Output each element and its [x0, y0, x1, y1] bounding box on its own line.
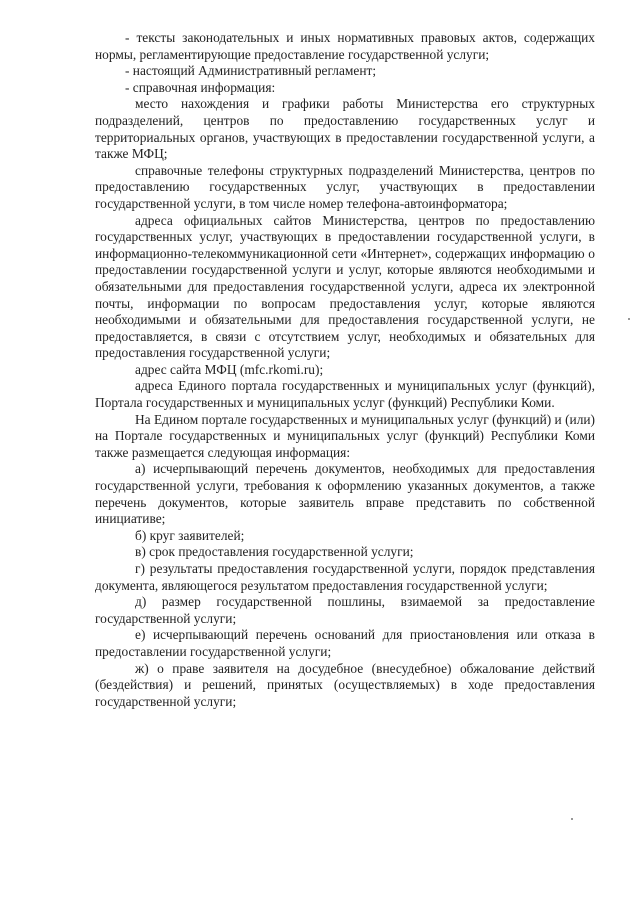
paragraph-websites: адреса официальных сайтов Министерства, центров по предоставлению государственных услуг, участвующих в предоставлении государственной услуги, в информационно-телекоммуникационной сети «Интернет», содержащих информацию о предоставлении государственной услуги и услуг, которые являются необходимыми и обязательными для предоставления государственной услуги, адреса их электронной почты, информации по вопросам предоставления услуг, которые являются необходимыми и обязательными для предоставления государственной услуги, не предоставляется, в связи с отсутствием услуг, необходимых и обязательных для предоставления государственной услуги;: [95, 212, 595, 361]
list-item-zh: ж) о праве заявителя на досудебное (внесудебное) обжалование действий (бездействия) и решений, принятых (осуществляемых) в ходе предоставления государственной услуги;: [95, 660, 595, 709]
paragraph-regulation: - настоящий Административный регламент;: [125, 63, 377, 79]
list-item-v: в) срок предоставления государственной услуги;: [135, 544, 414, 560]
paragraph-phones: справочные телефоны структурных подразделений Министерства, центров по предоставлению государственных услуг, участвующих в предоставлении государственной услуги, в том числе номер телефона-автоинформатора;: [95, 162, 595, 211]
scan-speck: [628, 318, 630, 320]
list-item-d: д) размер государственной пошлины, взимаемой за предоставление государственной услуги;: [95, 594, 595, 626]
paragraph-reference-info: - справочная информация:: [125, 79, 276, 95]
paragraph-portals: адреса Единого портала государственных и муниципальных услуг (функций), Портала государственных и муниципальных услуг (функций) Республики Коми.: [95, 378, 595, 411]
list-item-g: г) результаты предоставления государственной услуги, порядок представления документа, являющегося результатом предоставления государственной услуги;: [95, 561, 595, 593]
scan-speck: [571, 818, 573, 820]
paragraph-mfc-site: адрес сайта МФЦ (mfc.rkomi.ru);: [135, 361, 324, 377]
list-item-b: б) круг заявителей;: [135, 527, 245, 543]
list-item-e: е) исчерпывающий перечень оснований для приостановления или отказа в предоставлении государственной услуги;: [95, 627, 595, 659]
paragraph-portal-info: На Едином портале государственных и муниципальных услуг (функций) и (или) на Портале государственных и муниципальных услуг (функций) Республики Коми также размещается следующая информация:: [95, 411, 595, 460]
paragraph-locations: место нахождения и графики работы Министерства его структурных подразделений, центров по предоставлению государственных услуг и территориальных органов, участвующих в предоставлении государственной услуги, а также МФЦ;: [95, 96, 595, 162]
paragraph-legal-texts: - тексты законодательных и иных нормативных правовых актов, содержащих нормы, регламентирующие предоставление государственной услуги;: [95, 30, 595, 62]
list-item-a: а) исчерпывающий перечень документов, необходимых для предоставления государственной услуги, требования к оформлению указанных документов, а также перечень документов, которые заявитель вправе представить по собственной инициативе;: [95, 461, 595, 527]
document-body: [95, 30, 595, 710]
